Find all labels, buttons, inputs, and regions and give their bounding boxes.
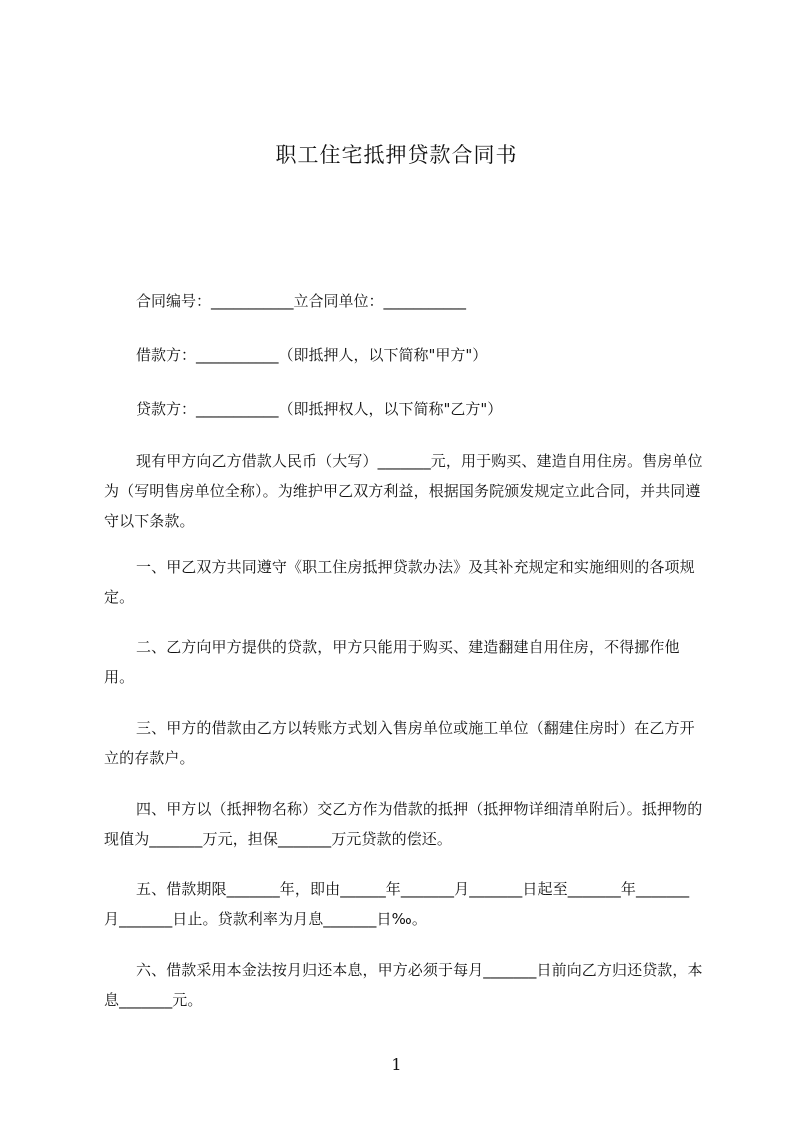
paragraph-clause-1: 一、甲乙双方共同遵守《职工住房抵押贷款办法》及其补充规定和实施细则的各项规定。: [104, 558, 695, 606]
paragraph-clause-5: 五、借款期限_______年，即由______年_______月_______日起至_______年_______月_______日止。贷款利率为月息_______日‰。: [104, 880, 690, 928]
borrower-line: 借款方：___________（即抵押人，以下简称"甲方"）: [136, 346, 488, 364]
paragraph-clause-6: 六、借款采用本金法按月归还本息，甲方必须于每月_______日前向乙方归还贷款，本息_______元。: [104, 961, 703, 1009]
document-title: 职工住宅抵押贷款合同书: [275, 143, 518, 167]
lender-line: 贷款方：___________（即抵押权人，以下简称"乙方"）: [136, 400, 503, 418]
paragraph-intro: 现有甲方向乙方借款人民币（大写）_______元，用于购买、建造自用住房。售房单位为（写明售房单位全称）。为维护甲乙双方利益，根据国务院颁发规定立此合同，并共同遵守以下条款。: [104, 452, 703, 530]
paragraph-clause-4: 四、甲方以（抵押物名称）交乙方作为借款的抵押（抵押物详细清单附后）。抵押物的现值为_______万元，担保_______万元贷款的偿还。: [104, 800, 703, 848]
paragraph-clause-2: 二、乙方向甲方提供的贷款，甲方只能用于购买、建造翻建自用住房，不得挪作他用。: [104, 638, 680, 686]
contract-number-line: 合同编号：___________立合同单位：___________: [136, 292, 467, 310]
page-number: 1: [391, 1055, 402, 1074]
paragraph-clause-3: 三、甲方的借款由乙方以转账方式划入售房单位或施工单位（翻建住房时）在乙方开立的存款户。: [104, 719, 695, 767]
